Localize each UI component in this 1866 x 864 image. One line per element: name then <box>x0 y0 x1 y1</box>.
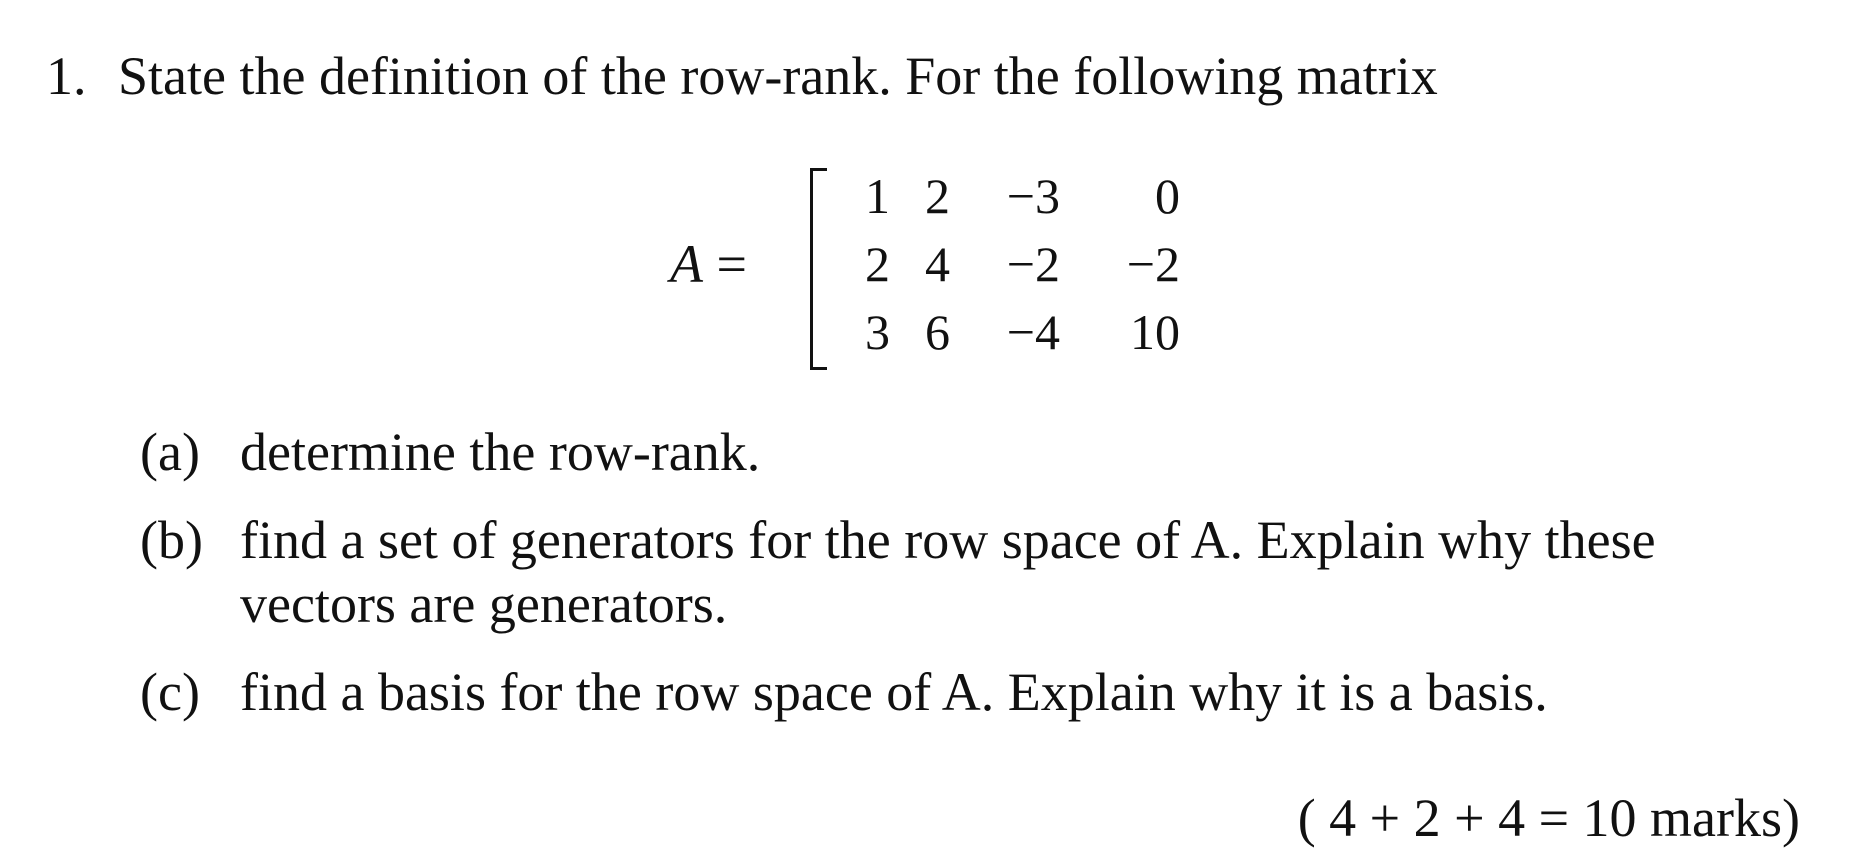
matrix-cell: −3 <box>1006 168 1060 224</box>
sub-question-label: (a) <box>140 422 200 482</box>
matrix-cell: −2 <box>1126 236 1180 292</box>
matrix-cell: −2 <box>1006 236 1060 292</box>
matrix-variable: A <box>670 234 703 294</box>
question-heading <box>46 44 1438 108</box>
matrix-cell: 2 <box>865 236 890 292</box>
matrix-cell: 4 <box>925 236 950 292</box>
marks-allocation: ( 4 + 2 + 4 = 10 marks) <box>1297 788 1800 848</box>
sub-question-c <box>140 660 1820 724</box>
sub-question-b <box>140 508 1820 636</box>
matrix-cell: 6 <box>925 304 950 360</box>
sub-question-line: find a basis for the row space of A. Explain why it is a basis. <box>240 662 1548 722</box>
matrix-cell: −4 <box>1006 304 1060 360</box>
matrix-lhs <box>670 232 747 296</box>
sub-question-a <box>140 420 1820 484</box>
question-number: 1. <box>46 46 87 106</box>
matrix-cell: 3 <box>865 304 890 360</box>
sub-question-text <box>240 508 1820 636</box>
sub-question-label: (c) <box>140 662 200 722</box>
sub-question-line: vectors are generators. <box>240 574 728 634</box>
sub-question-text <box>240 420 1820 484</box>
question-text: State the definition of the row-rank. For the following matrix <box>118 46 1438 106</box>
matrix-cell: 0 <box>1155 168 1180 224</box>
matrix-cell: 1 <box>865 168 890 224</box>
matrix-grid <box>830 162 1180 366</box>
sub-questions <box>140 420 1820 748</box>
sub-question-label: (b) <box>140 510 203 570</box>
equals-sign: = <box>703 234 747 294</box>
sub-question-line: find a set of generators for the row space of A. Explain why these <box>240 510 1656 570</box>
matrix-cell: 2 <box>925 168 950 224</box>
matrix-cell: 10 <box>1130 304 1180 360</box>
sub-question-line: determine the row-rank. <box>240 422 761 482</box>
sub-question-text <box>240 660 1820 724</box>
left-bracket <box>810 168 827 370</box>
